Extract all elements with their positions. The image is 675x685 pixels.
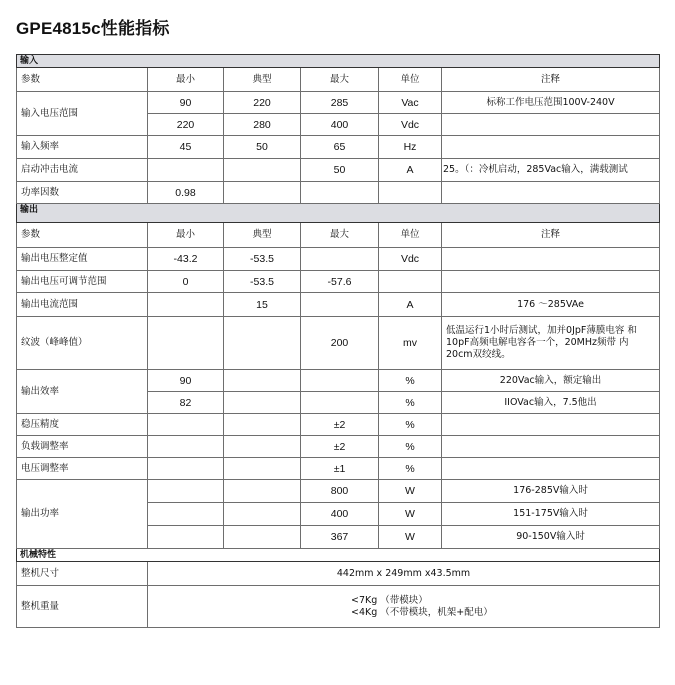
header-note: 注释	[442, 68, 660, 92]
header-typ: 典型	[224, 68, 301, 92]
header-unit: 单位	[379, 68, 442, 92]
row-label: 输出电流范围	[17, 293, 148, 317]
cell-max	[301, 293, 379, 317]
cell-unit: Vdc	[379, 114, 442, 136]
table-row	[17, 586, 660, 628]
cell-typ: 50	[224, 136, 301, 159]
weight-line: <7Kg （带模块）	[351, 594, 428, 606]
cell-typ	[224, 317, 301, 370]
row-label: 输入频率	[17, 136, 148, 159]
header-min: 最小	[148, 223, 224, 248]
header-row	[17, 223, 660, 248]
cell-unit: W	[379, 480, 442, 503]
row-label: 输出电压可调节范围	[17, 271, 148, 293]
cell-typ	[224, 436, 301, 458]
cell-typ: -53.5	[224, 248, 301, 271]
cell-max: -57.6	[301, 271, 379, 293]
cell-min: 0	[148, 271, 224, 293]
row-label: 整机重量	[17, 586, 148, 628]
row-label: 输出效率	[17, 370, 148, 414]
cell-unit: Hz	[379, 136, 442, 159]
cell-unit	[379, 271, 442, 293]
cell-note	[442, 271, 660, 293]
cell-typ	[224, 414, 301, 436]
cell-unit: Vdc	[379, 248, 442, 271]
cell-max: 285	[301, 92, 379, 114]
cell-max: 65	[301, 136, 379, 159]
table-row	[17, 317, 660, 370]
cell-typ	[224, 503, 301, 526]
table-row	[17, 248, 660, 271]
cell-min: 45	[148, 136, 224, 159]
cell-max	[301, 182, 379, 204]
cell-note: 176 ～285VAe	[442, 293, 660, 317]
table-row	[17, 271, 660, 293]
cell-min	[148, 414, 224, 436]
table-row	[17, 92, 660, 114]
table-row	[17, 293, 660, 317]
table-row	[17, 370, 660, 392]
cell-typ	[224, 392, 301, 414]
row-label: 输入电压范围	[17, 92, 148, 136]
cell-note	[442, 317, 660, 370]
cell-typ	[224, 480, 301, 503]
note-line: 低温运行1小时后测试，加并0JpF薄膜电容 和	[446, 325, 637, 336]
table-row	[17, 480, 660, 503]
note-line: 10pF高频电解电容各一个，20MHz频带 内	[446, 337, 629, 348]
cell-note	[442, 414, 660, 436]
section-row	[17, 549, 660, 562]
cell-unit: %	[379, 370, 442, 392]
row-label: 电压调整率	[17, 458, 148, 480]
cell-unit: %	[379, 436, 442, 458]
cell-typ: -53.5	[224, 271, 301, 293]
cell-min	[148, 480, 224, 503]
cell-note	[442, 436, 660, 458]
note-line: 20cm双绞线。	[446, 349, 511, 360]
cell-max: 50	[301, 159, 379, 182]
cell-typ	[224, 458, 301, 480]
cell-typ: 15	[224, 293, 301, 317]
cell-max: 367	[301, 526, 379, 549]
cell-note	[442, 458, 660, 480]
section-row	[17, 55, 660, 68]
header-typ: 典型	[224, 223, 301, 248]
table-row	[17, 136, 660, 159]
cell-note: 标称工作电压范围100V-240V	[442, 92, 660, 114]
cell-note: 220Vac输入，额定输出	[442, 370, 660, 392]
cell-min: 220	[148, 114, 224, 136]
cell-min: -43.2	[148, 248, 224, 271]
table-row	[17, 562, 660, 586]
cell-typ	[224, 526, 301, 549]
table-row	[17, 414, 660, 436]
row-label: 稳压精度	[17, 414, 148, 436]
cell-value	[148, 586, 660, 628]
cell-max	[301, 248, 379, 271]
header-param: 参数	[17, 223, 148, 248]
cell-min: 0.98	[148, 182, 224, 204]
cell-max: 400	[301, 114, 379, 136]
cell-min	[148, 503, 224, 526]
cell-max: 200	[301, 317, 379, 370]
row-label: 整机尺寸	[17, 562, 148, 586]
page-title: GPE4815c性能指标	[16, 19, 170, 38]
cell-min: 90	[148, 370, 224, 392]
cell-min	[148, 458, 224, 480]
cell-min	[148, 317, 224, 370]
cell-note	[442, 136, 660, 159]
cell-note: 90-150V输入时	[442, 526, 660, 549]
cell-unit: %	[379, 458, 442, 480]
cell-max: ±2	[301, 414, 379, 436]
header-note: 注释	[442, 223, 660, 248]
cell-max: ±1	[301, 458, 379, 480]
row-label: 启动冲击电流	[17, 159, 148, 182]
cell-unit: %	[379, 392, 442, 414]
cell-note: 151-175V输入时	[442, 503, 660, 526]
table-row	[17, 458, 660, 480]
section-row	[17, 204, 660, 223]
row-label: 负载调整率	[17, 436, 148, 458]
cell-unit: %	[379, 414, 442, 436]
header-max: 最大	[301, 223, 379, 248]
section-input-header: 输入	[17, 55, 660, 68]
cell-typ	[224, 182, 301, 204]
cell-unit: W	[379, 503, 442, 526]
cell-max: 800	[301, 480, 379, 503]
cell-typ	[224, 370, 301, 392]
header-min: 最小	[148, 68, 224, 92]
table-row	[17, 182, 660, 204]
cell-unit: Vac	[379, 92, 442, 114]
cell-unit: W	[379, 526, 442, 549]
table-row	[17, 159, 660, 182]
section-mechanical-header: 机械特性	[17, 549, 660, 562]
cell-note	[442, 248, 660, 271]
header-row	[17, 68, 660, 92]
row-label: 纹波（峰峰值）	[17, 317, 148, 370]
cell-min	[148, 436, 224, 458]
cell-min	[148, 526, 224, 549]
cell-min	[148, 159, 224, 182]
cell-typ: 220	[224, 92, 301, 114]
row-label: 输出功率	[17, 480, 148, 549]
cell-note: 25。（：冷机启动，285Vac输入，满载测试	[442, 159, 660, 182]
weight-line: <4Kg （不带模块，机架+配电）	[351, 606, 493, 618]
cell-max	[301, 392, 379, 414]
cell-min: 90	[148, 92, 224, 114]
row-label: 功率因数	[17, 182, 148, 204]
header-max: 最大	[301, 68, 379, 92]
cell-value: 442mm x 249mm x43.5mm	[148, 562, 660, 586]
cell-note	[442, 182, 660, 204]
header-param: 参数	[17, 68, 148, 92]
cell-unit: A	[379, 293, 442, 317]
cell-typ: 280	[224, 114, 301, 136]
cell-max: ±2	[301, 436, 379, 458]
cell-note: IIOVac输入，7.5他出	[442, 392, 660, 414]
cell-max	[301, 370, 379, 392]
cell-min: 82	[148, 392, 224, 414]
header-unit: 单位	[379, 223, 442, 248]
cell-unit	[379, 182, 442, 204]
cell-min	[148, 293, 224, 317]
cell-max: 400	[301, 503, 379, 526]
section-output-header: 输出	[17, 204, 660, 223]
row-label: 输出电压整定值	[17, 248, 148, 271]
cell-unit: mv	[379, 317, 442, 370]
cell-unit: A	[379, 159, 442, 182]
cell-note	[442, 114, 660, 136]
cell-note: 176-285V输入时	[442, 480, 660, 503]
table-row	[17, 436, 660, 458]
cell-typ	[224, 159, 301, 182]
spec-table	[16, 54, 660, 628]
